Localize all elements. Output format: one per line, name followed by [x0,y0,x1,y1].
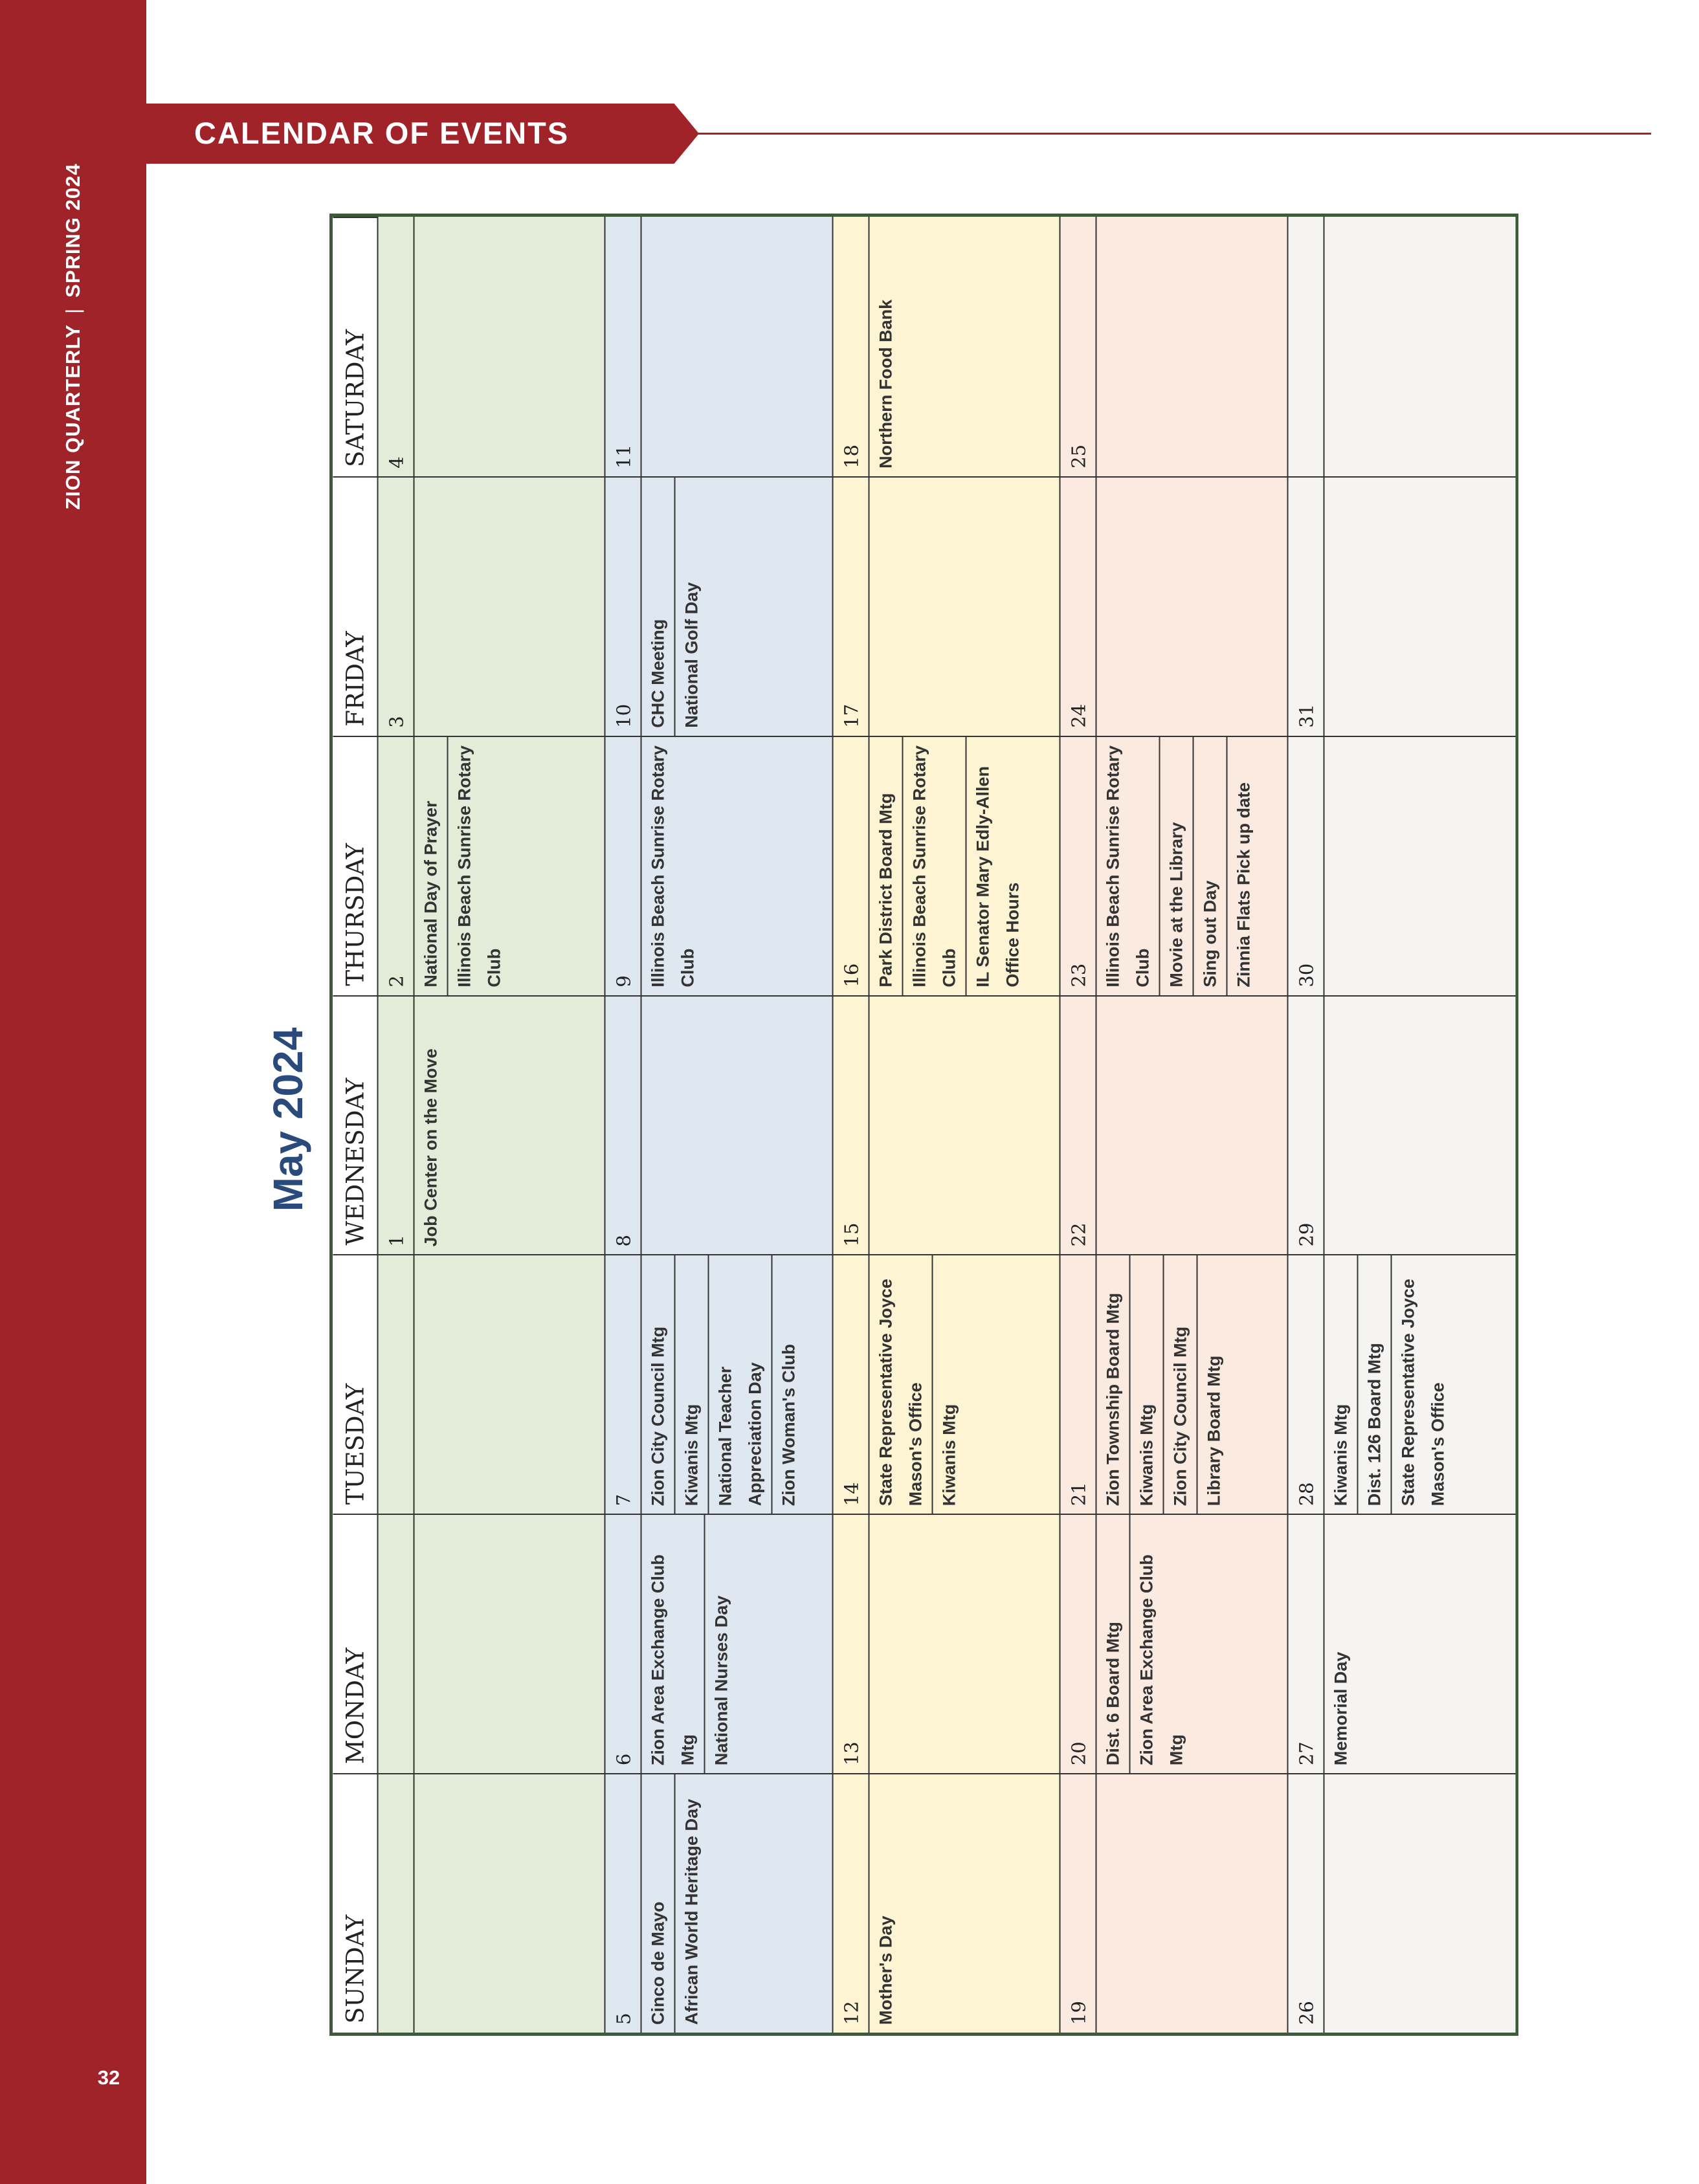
issue-name: SPRING 2024 [61,163,84,298]
day-number: 7 [605,1255,641,1514]
day-cell [1288,1254,1515,1514]
event-item: Zion Area Exchange Club Mtg [1129,1515,1192,1773]
day-number: 25 [1060,217,1096,476]
event-item: National Teacher Appreciation Day [707,1255,771,1514]
event-item: Mother's Day [875,1915,895,2025]
event-item: CHC Meeting [648,619,668,728]
day-number: 1 [378,997,414,1255]
day-number: 2 [378,737,414,995]
separator: | [61,307,84,314]
day-number: 3 [378,478,414,736]
day-cell [1060,736,1287,995]
event-item: Dist. 6 Board Mtg [1103,1622,1123,1766]
day-cell [605,1514,832,1773]
day-number: 20 [1060,1515,1096,1773]
day-cell [605,1254,832,1514]
event-item: Cinco de Mayo [648,1901,668,2025]
day-number: 9 [605,737,641,995]
day-cell [1288,1773,1515,2033]
sidebar [0,0,146,2184]
day-number [378,1774,414,2033]
day-number: 10 [605,478,641,736]
event-item: Kiwanis Mtg [931,1255,965,1514]
day-number: 18 [833,217,869,476]
event-item: State Representative Joyce Mason's Office [875,1279,925,1506]
day-number: 23 [1060,737,1096,995]
day-number [378,1255,414,1514]
day-cell [1288,1514,1515,1773]
day-header-friday: FRIDAY [333,476,378,736]
day-number: 22 [1060,997,1096,1255]
day-header-thursday: THURSDAY [333,736,378,995]
day-cell [1060,1773,1287,2033]
day-cell [1288,476,1515,736]
event-item: National Day of Prayer [421,800,440,987]
event-item: Dist. 126 Board Mtg [1357,1255,1390,1514]
day-header-monday: MONDAY [333,1514,378,1773]
day-number: 15 [833,997,869,1255]
event-item: Zion City Council Mtg [648,1326,668,1506]
day-cell [833,1514,1060,1773]
day-cell [378,1773,605,2033]
event-item: Zion Area Exchange Club Mtg [648,1554,698,1766]
day-number: 17 [833,478,869,736]
event-item: Zion City Council Mtg [1162,1255,1196,1514]
day-number: 16 [833,737,869,995]
event-item: Illinois Beach Sunrise Rotary Club [902,737,965,995]
day-cell [378,736,605,995]
calendar-grid [329,214,1518,2036]
day-number: 14 [833,1255,869,1514]
day-number [1288,217,1324,476]
publication-name: ZION QUARTERLY [61,324,84,510]
day-cell [605,1773,832,2033]
day-number: 12 [833,1774,869,2033]
day-cell [378,476,605,736]
day-cell [1288,995,1515,1255]
day-cell [1060,1254,1287,1514]
day-number: 5 [605,1774,641,2033]
day-number: 24 [1060,478,1096,736]
event-item: Memorial Day [1330,1651,1350,1766]
day-number: 13 [833,1515,869,1773]
day-number: 27 [1288,1515,1324,1773]
day-number: 28 [1288,1255,1324,1514]
day-number: 29 [1288,997,1324,1255]
day-cell [833,995,1060,1255]
event-item: Illinois Beach Sunrise Rotary Club [1103,745,1153,987]
day-cell [378,1514,605,1773]
day-cell [1060,1514,1287,1773]
event-item: National Golf Day [674,478,707,736]
day-cell [833,736,1060,995]
event-item: Sing out Day [1192,737,1226,995]
day-header-wednesday: WEDNESDAY [333,995,378,1255]
event-item: Illinois Beach Sunrise Rotary Club [447,737,510,995]
day-cell [378,1254,605,1514]
day-cell [833,476,1060,736]
event-item: Illinois Beach Sunrise Rotary Club [648,745,698,987]
event-item: Park District Board Mtg [875,793,895,987]
day-cell [833,1773,1060,2033]
event-item: Northern Food Bank [875,299,895,469]
day-cell [605,736,832,995]
day-cell [1060,476,1287,736]
month-title: May 2024 [265,1027,311,1212]
day-number: 6 [605,1515,641,1773]
day-cell [605,217,832,476]
day-number: 21 [1060,1255,1096,1514]
day-cell [833,1254,1060,1514]
day-cell [1288,217,1515,476]
event-item: Library Board Mtg [1196,1255,1230,1514]
day-number: 8 [605,997,641,1255]
day-header-tuesday: TUESDAY [333,1254,378,1514]
day-number: 31 [1288,478,1324,736]
day-number: 30 [1288,737,1324,995]
day-cell [833,217,1060,476]
event-item: Zion Township Board Mtg [1103,1292,1123,1506]
event-item: Kiwanis Mtg [1330,1404,1350,1506]
day-number: 4 [378,217,414,476]
day-header-saturday: SATURDAY [333,217,378,476]
day-cell [378,995,605,1255]
publication-label [61,163,85,509]
day-number: 26 [1288,1774,1324,2033]
day-cell [1060,217,1287,476]
event-item: Zion Woman's Club [771,1255,805,1514]
event-item: Zinnia Flats Pick up date [1226,737,1260,995]
day-number: 11 [605,217,641,476]
day-cell [605,476,832,736]
event-item: Kiwanis Mtg [1129,1255,1162,1514]
day-header-sunday: SUNDAY [333,1773,378,2033]
event-item: State Representative Joyce Mason's Office [1390,1255,1454,1514]
day-number [378,1515,414,1773]
day-number: 19 [1060,1774,1096,2033]
event-item: Movie at the Library [1159,737,1192,995]
event-item: African World Heritage Day [674,1774,707,2033]
event-item: IL Senator Mary Edly-Allen Office Hours [965,737,1028,995]
event-item: Job Center on the Move [421,1048,440,1247]
event-item: Kiwanis Mtg [674,1255,707,1514]
day-cell [605,995,832,1255]
page-number: 32 [97,2066,120,2089]
header-rule [696,133,1651,135]
event-item: National Nurses Day [704,1515,737,1773]
day-cell [1288,736,1515,995]
header-title: CALENDAR OF EVENTS [194,116,570,150]
calendar-inner [333,217,1515,2033]
day-cell [1060,995,1287,1255]
day-cell [378,217,605,476]
